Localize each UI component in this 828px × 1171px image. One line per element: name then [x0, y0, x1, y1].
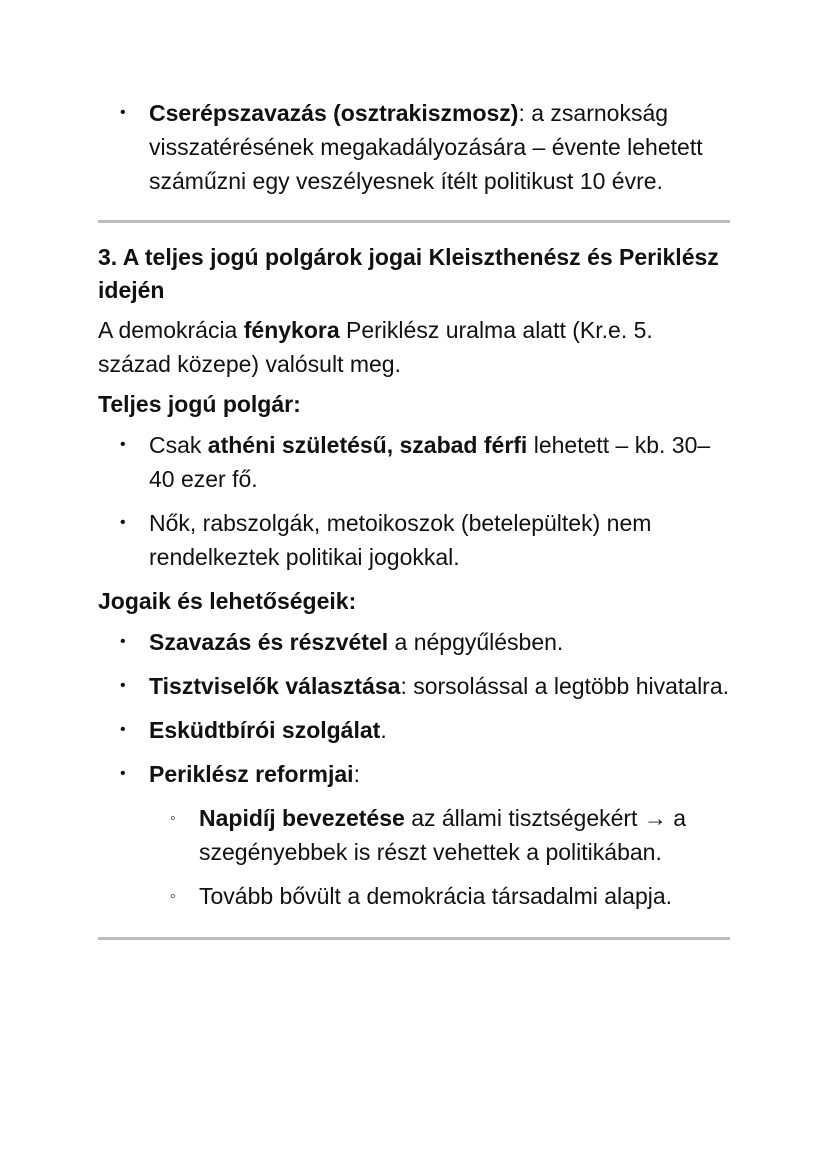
sub-list-item-bold: Napidíj bevezetése — [199, 805, 405, 831]
sub-list-item-text: Tovább bővült a demokrácia társadalmi alapja. — [199, 883, 673, 909]
bullet-icon: • — [120, 765, 126, 782]
bullet-icon: • — [120, 721, 126, 738]
intro-text: A demokrácia — [98, 317, 244, 343]
list-item — [98, 669, 730, 703]
bullet-list-top — [98, 96, 730, 198]
divider — [98, 220, 730, 223]
list-item-text-rest: lehetett – kb. 30–40 ezer fő. — [149, 432, 711, 492]
sub-list-item — [98, 801, 730, 869]
document-page — [98, 96, 730, 940]
bullet-icon: • — [120, 104, 126, 121]
intro-text-rest: Periklész uralma alatt (Kr.e. 5. század közepe) valósult meg. — [98, 317, 653, 377]
list-item-text: : — [353, 761, 360, 787]
list-item — [98, 625, 730, 659]
intro-paragraph — [98, 313, 730, 381]
divider — [98, 937, 730, 940]
list-item-text: a népgyűlésben. — [388, 629, 564, 655]
subheading-rights: Jogaik és lehetőségeik: — [98, 588, 357, 614]
subheading-citizen: Teljes jogú polgár: — [98, 391, 301, 417]
list-item-bold: Periklész reformjai — [149, 761, 354, 787]
circle-bullet-icon: ◦ — [170, 810, 176, 827]
bullet-icon: • — [120, 436, 126, 453]
list-item-bold: Cserépszavazás (osztrakiszmosz) — [149, 100, 519, 126]
list-item — [98, 428, 730, 496]
bullet-list-rights — [98, 625, 730, 791]
list-item-text: : sorsolással a legtöbb hivatalra. — [400, 673, 730, 699]
list-item-text: Nők, rabszolgák, metoikoszok (betelepültek) nem rendelkeztek politikai jogokkal. — [149, 510, 652, 570]
circle-bullet-icon: ◦ — [170, 888, 176, 905]
list-item-text: Csak — [149, 432, 208, 458]
list-item-text: . — [380, 717, 387, 743]
sub-list-item — [98, 879, 730, 913]
list-item — [98, 96, 730, 198]
section-heading: 3. A teljes jogú polgárok jogai Kleiszthenész és Periklész idején — [98, 244, 719, 303]
list-item-bold: Szavazás és részvétel — [149, 629, 389, 655]
list-item-bold: Tisztviselők választása — [149, 673, 401, 699]
intro-bold: fénykora — [243, 317, 340, 343]
list-item — [98, 506, 730, 574]
sub-bullet-list — [98, 801, 730, 913]
list-item — [98, 713, 730, 747]
bullet-icon: • — [120, 677, 126, 694]
list-item-bold: Esküdtbírói szolgálat — [149, 717, 381, 743]
list-item — [98, 757, 730, 791]
bullet-icon: • — [120, 633, 126, 650]
list-item-bold: athéni születésű, szabad férfi — [207, 432, 528, 458]
list-item-text: : a zsarnokság visszatérésének megakadályozására – évente lehetett száműzni egy veszélyesnek ítélt politikust 10 évre. — [149, 100, 703, 194]
sub-list-item-text: az állami tisztségekért → a szegényebbek is részt vehettek a politikában. — [199, 805, 687, 865]
bullet-icon: • — [120, 514, 126, 531]
bullet-list-citizen — [98, 428, 730, 574]
